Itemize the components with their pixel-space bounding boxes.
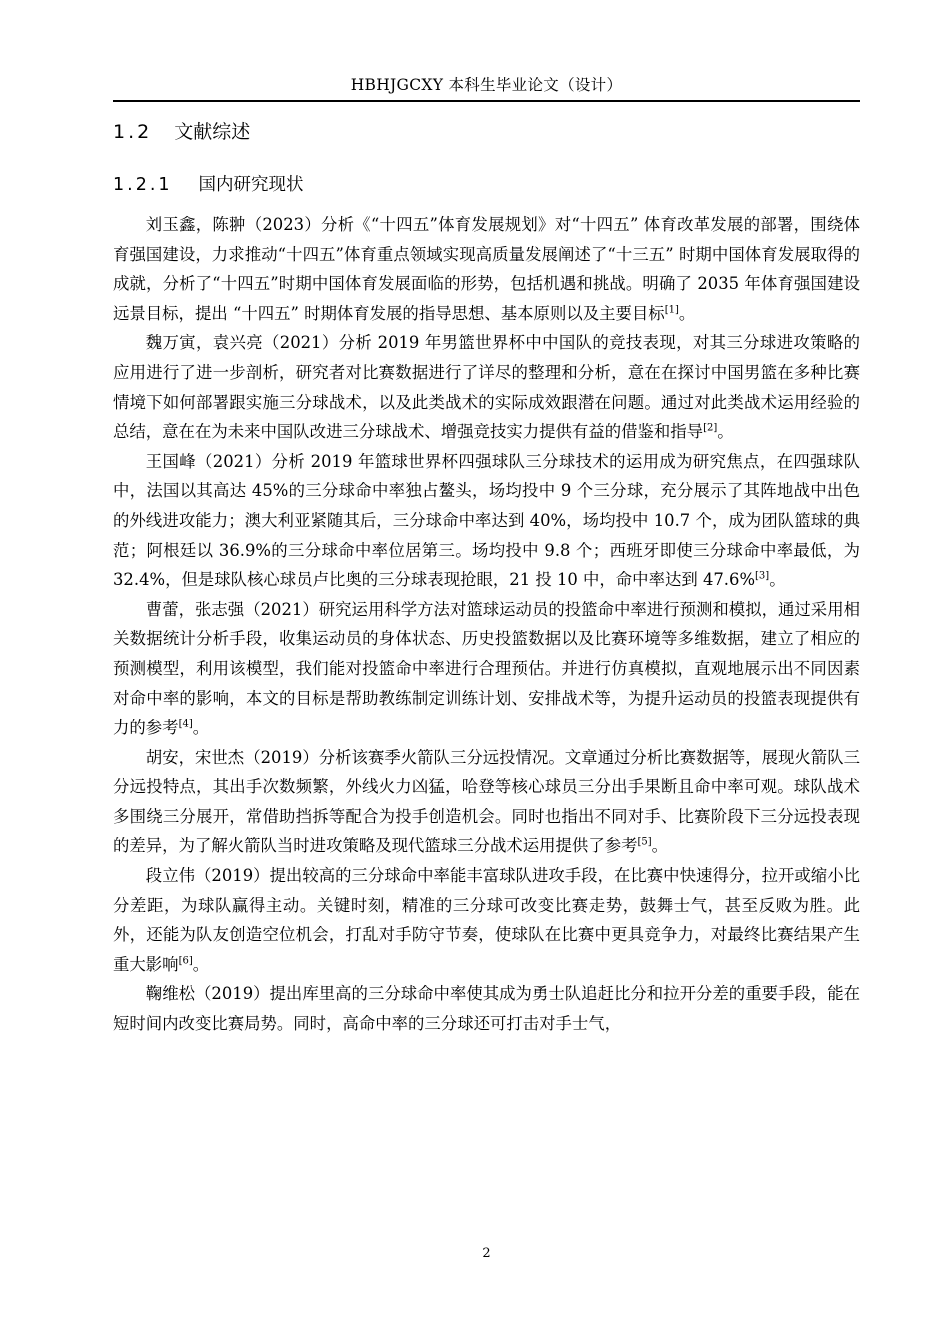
paragraph-end: 。 xyxy=(769,570,786,590)
citation-marker: [5] xyxy=(637,837,652,848)
page-header xyxy=(113,74,860,96)
citation-marker: [2] xyxy=(703,422,718,434)
paragraph-text: 段立伟（2019）提出较高的三分球命中率能丰富球队进攻手段，在比赛中快速得分，拉开或缩小比分差距，为球队赢得主动。关键时刻，精准的三分球可改变比赛走势，鼓舞士气，甚至反败为胜。此外，还能为队友创造空位机会，打乱对手防守节奏，使球队在比赛中更具竞争力，对最终比赛结果产生重大影响 xyxy=(113,866,860,974)
paragraph-end: 。 xyxy=(192,954,210,974)
paragraph xyxy=(113,447,860,595)
paragraph-text: 胡安，宋世杰（2019）分析该赛季火箭队三分远投情况。文章通过分析比赛数据等，展现火箭队三分远投特点，其出手次数频繁，外线火力凶猛，哈登等核心球员三分出手果断且命中率可观。球队战术多围绕三分展开，常借助挡拆等配合为投手创造机会。同时也指出不同对手、比赛阶段下三分远投表现的差异，为了解火箭队当时进攻策略及现代篮球三分战术运用提供了参考 xyxy=(113,747,860,856)
section-title: 文献综述 xyxy=(174,121,251,143)
body-text xyxy=(113,210,860,1039)
section-heading xyxy=(113,117,250,147)
section-number: 1.2 xyxy=(113,121,153,143)
subsection-heading xyxy=(113,171,304,199)
citation-marker: [3] xyxy=(755,570,770,582)
paragraph-text: 曹蕾，张志强（2021）研究运用科学方法对篮球运动员的投篮命中率进行预测和模拟，通过采用相关数据统计分析手段，收集运动员的身体状态、历史投篮数据以及比赛环境等多维数据，建立了相应的预测模型，利用该模型，我们能对投篮命中率进行合理预估。并进行仿真模拟，直观地展示出不同因素对命中率的影响，本文的目标是帮助教练制定训练计划、安排战术等，为提升运动员的投篮表现提供有力的参考 xyxy=(113,599,860,738)
paragraph xyxy=(113,328,860,446)
paragraph-text: 鞠维松（2019）提出库里高的三分球命中率使其成为勇士队追赶比分和拉开分差的重要手段，能在短时间内改变比赛局势。同时，高命中率的三分球还可打击对手士气， xyxy=(113,984,860,1034)
paragraph xyxy=(113,861,860,979)
citation-marker: [6] xyxy=(178,955,193,967)
citation-marker: [4] xyxy=(178,718,193,730)
paragraph-text: 刘玉鑫，陈翀（2023）分析《“十四五”体育发展规划》对“十四五” 体育改革发展的部署，围绕体育强国建设，力求推动“十四五”体育重点领域实现高质量发展阐述了“十三五” 时期中国体育发展取得的成就，分析了“十四五”时期中国体育发展面临的形势，包括机遇和挑战。明确了 2035 年体育强国建设远景目标，提出 “十四五” 时期体育发展的指导思想、基本原则以及主要目标 xyxy=(113,215,860,323)
paragraph-text: 王国峰（2021）分析 2019 年篮球世界杯四强球队三分球技术的运用成为研究焦点，在四强球队中，法国以其高达 45%的三分球命中率独占鳌头，场均投中 9 个三分球，充分展示了其阵地战中出色的外线进攻能力；澳大利亚紧随其后，三分球命中率达到 40%，场均投中 10.7 个，成为团队篮球的典范；阿根廷以 36.9%的三分球命中率位居第三。场均投中 9.8 个；西班牙即使三分球命中率最低，为 32.4%，但是球队核心球员卢比奥的三分球表现抢眼，21 投 10 中，命中率达到 47.6% xyxy=(113,451,860,590)
paragraph xyxy=(113,210,860,328)
paragraph-end: 。 xyxy=(192,718,210,738)
header-title: HBHJGCXY 本科生毕业论文（设计） xyxy=(350,76,623,94)
paragraph-end: 。 xyxy=(717,422,734,442)
paragraph xyxy=(113,595,860,743)
page-number: 2 xyxy=(482,1246,491,1261)
subsection-title: 国内研究现状 xyxy=(198,175,304,195)
paragraph xyxy=(113,979,860,1038)
paragraph-end: 。 xyxy=(651,836,669,856)
paragraph-end: 。 xyxy=(678,303,696,323)
paragraph-text: 魏万寅，袁兴亮（2021）分析 2019 年男篮世界杯中中国队的竞技表现，对其三分球进攻策略的应用进行了进一步剖析，研究者对比赛数据进行了详尽的整理和分析，意在在探讨中国男篮在多种比赛情境下如何部署跟实施三分球战术，以及此类战术的实际成效跟潜在问题。通过对此类战术运用经验的总结，意在在为未来中国队改进三分球战术、增强竞技实力提供有益的借鉴和指导 xyxy=(113,333,860,442)
subsection-number: 1.2.1 xyxy=(113,175,173,195)
paragraph xyxy=(113,743,860,861)
citation-marker: [1] xyxy=(664,304,679,316)
header-divider xyxy=(113,100,860,102)
